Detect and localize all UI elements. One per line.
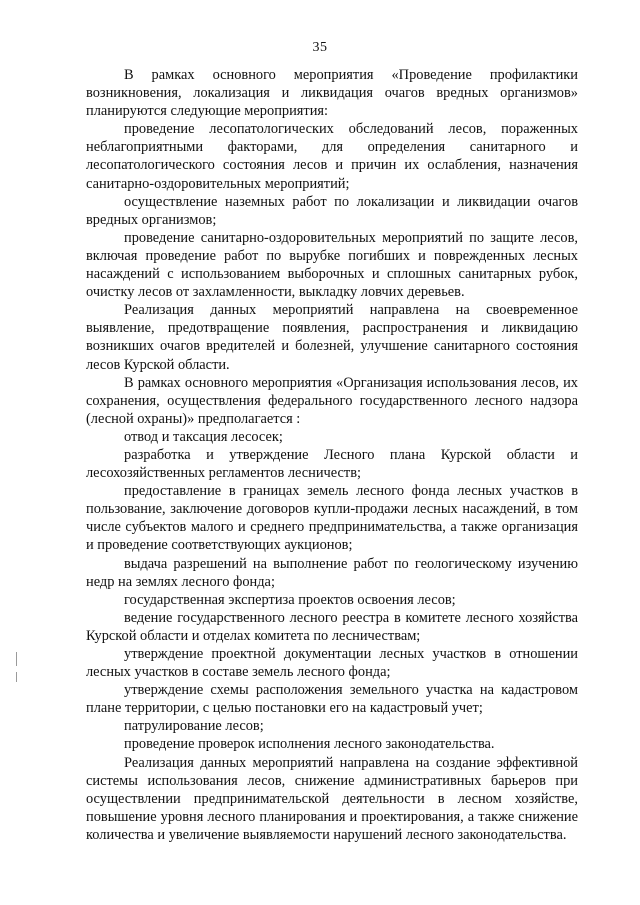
paragraph-pest-goals: Реализация данных мероприятий направлена на своевременное выявление, предотвращение появления, распространения и ликвидацию возникших очагов вредителей и болезней, улучшение санитарного состояния лесов Курской области. [86, 302, 578, 373]
paragraph-forest-pathology-surveys: проведение лесопатологических обследований лесов, пораженных неблагоприятными факторами, для определения санитарного и лесопатологического состояния лесов и причин их ослабления, назначения санитарно-оздоровительных мероприятий; [86, 121, 578, 192]
paragraph-land-provision: предоставление в границах земель лесного фонда лесных участков в пользование, заключение договоров купли-продажи лесных насаждений, в том числе субъектов малого и среднего предпринимательства, а также организация и проведение соответствующих аукционов; [86, 483, 578, 554]
paragraph-state-expertise: государственная экспертиза проектов освоения лесов; [124, 591, 456, 608]
paragraph-cadastral-scheme: утверждение схемы расположения земельного участка на кадастровом плане территории, с целью постановки его на кадастровый учет; [86, 682, 578, 717]
paragraph-ground-works: осуществление наземных работ по локализации и ликвидации очагов вредных организмов; [86, 193, 578, 228]
paragraph-inspections: проведение проверок исполнения лесного законодательства. [124, 736, 495, 753]
paragraph-forest-patrol: патрулирование лесов; [124, 718, 264, 735]
paragraph-forest-register: ведение государственного лесного реестра в комитете лесного хозяйства Курской области и отделах комитета по лесничествам; [86, 609, 578, 644]
paragraph-intro-pest-control: В рамках основного мероприятия «Проведение профилактики возникновения, локализация и ликвидация очагов вредных организмов» планируются следующие мероприятия: [86, 67, 578, 120]
page-number: 35 [312, 40, 328, 55]
paragraph-project-documentation: утверждение проектной документации лесных участков в отношении лесных участков в составе земель лесного фонда; [86, 646, 578, 681]
paragraph-geology-permits: выдача разрешений на выполнение работ по геологическому изучению недр на землях лесного фонда; [86, 555, 578, 590]
paragraph-cutting-areas: отвод и таксация лесосек; [124, 428, 283, 445]
paragraph-forest-use-goals: Реализация данных мероприятий направлена на создание эффективной системы использования лесов, снижение административных барьеров при осуществлении предпринимательской деятельности в лесном хозяйстве, повышение уровня лесного планирования и проектирования, а также снижение количества и увеличение выявляемости нарушений лесного законодательства. [86, 754, 578, 843]
scan-margin-mark [16, 672, 17, 682]
paragraph-forest-plan: разработка и утверждение Лесного плана Курской области и лесохозяйственных регламентов лесничеств; [86, 446, 578, 482]
paragraph-sanitary-measures: проведение санитарно-оздоровительных мероприятий по защите лесов, включая проведение работ по вырубке погибших и поврежденных лесных насаждений с использованием выборочных и сплошных санитарных рубок, очистку лесов от захламленности, выкладку ловчих деревьев. [86, 229, 578, 301]
document-body [86, 66, 578, 844]
scan-margin-mark [16, 652, 17, 666]
paragraph-intro-forest-use: В рамках основного мероприятия «Организация использования лесов, их сохранения, осуществления федерального государственного лесного надзора (лесной охраны)» предполагается : [86, 374, 578, 427]
